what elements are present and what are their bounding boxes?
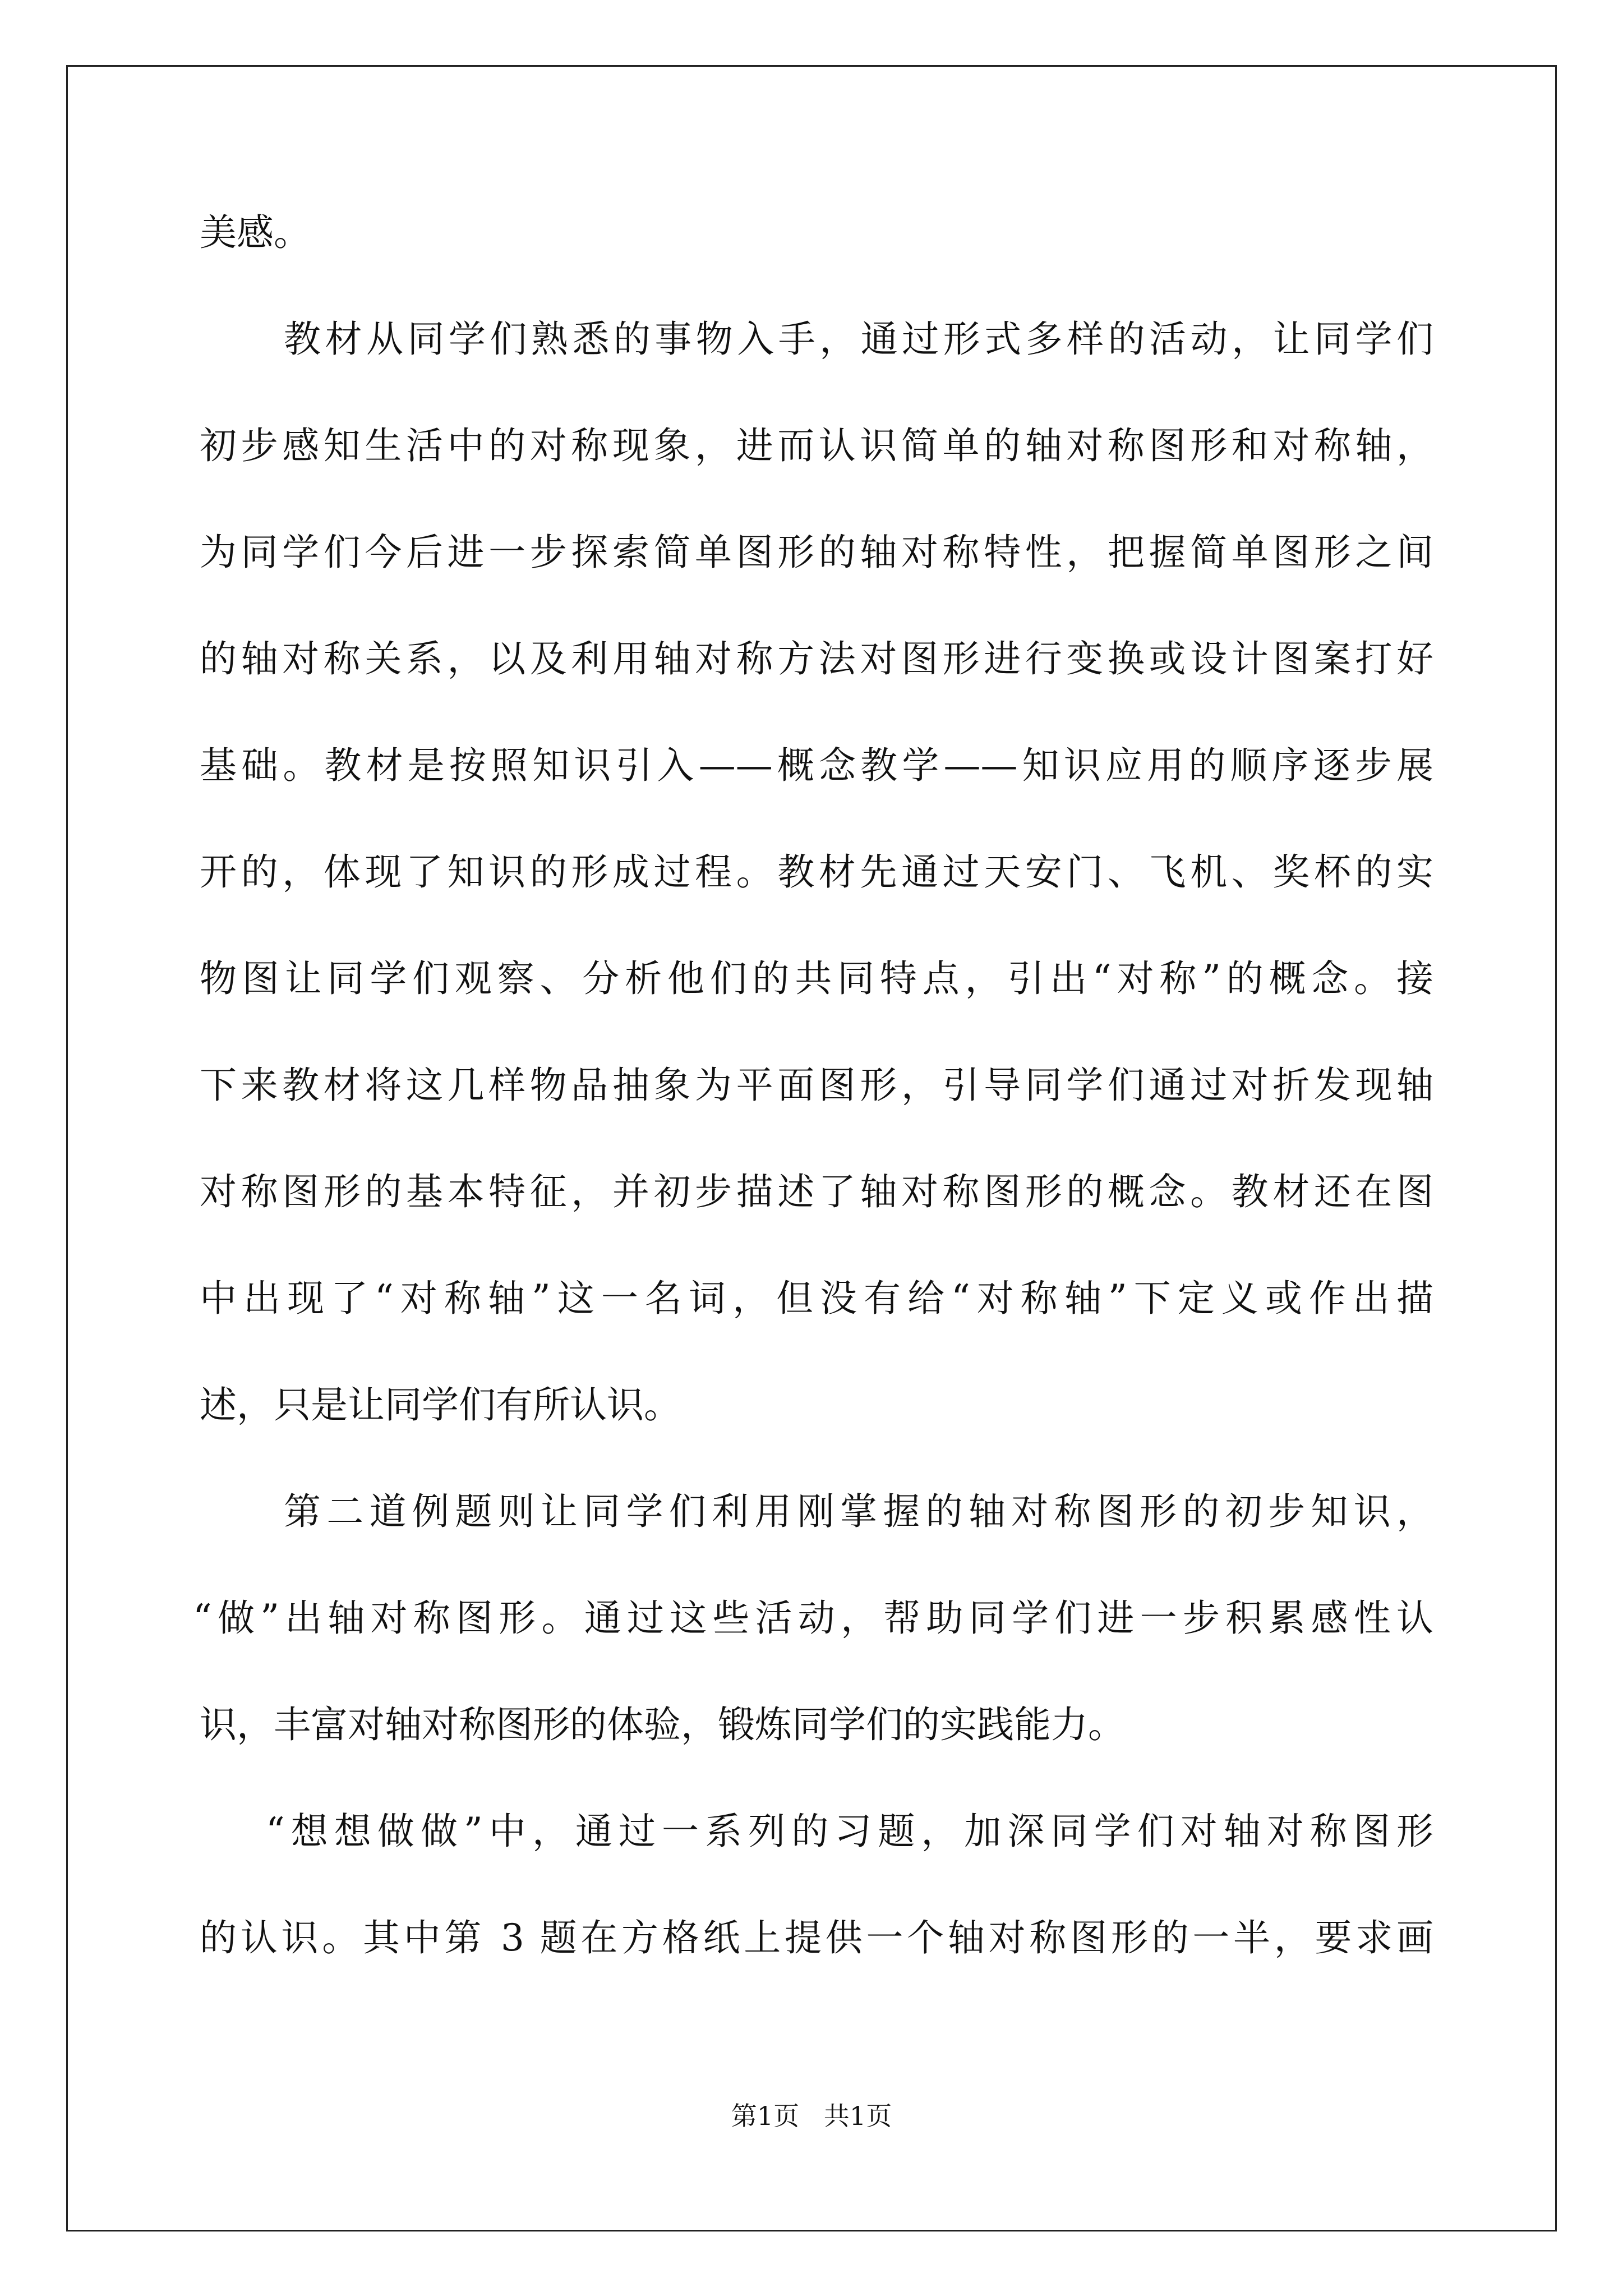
text-line: 初步感知生活中的对称现象，进而认识简单的轴对称图形和对称轴， [200,424,1433,467]
text-line: 为同学们今后进一步探索简单图形的轴对称特性，把握简单图形之间 [200,531,1433,574]
text-line: 基础。教材是按照知识引入——概念教学——知识应用的顺序逐步展 [200,744,1433,787]
text-line: 下来教材将这几样物品抽象为平面图形，引导同学们通过对折发现轴 [200,1064,1433,1107]
text-line: 物图让同学们观察、分析他们的共同特点，引出“对称”的概念。接 [200,957,1433,1000]
text-line: 美感。 [200,211,311,254]
text-line: 开的，体现了知识的形成过程。教材先通过天安门、飞机、奖杯的实 [200,850,1433,894]
text-line: 中出现了“对称轴”这一名词，但没有给“对称轴”下定义或作出描 [200,1277,1433,1320]
text-line: 识，丰富对轴对称图形的体验，锻炼同学们的实践能力。 [200,1703,1125,1746]
text-line: 对称图形的基本特征，并初步描述了轴对称图形的概念。教材还在图 [200,1170,1433,1213]
text-line: 的轴对称关系，以及利用轴对称方法对图形进行变换或设计图案打好 [200,637,1433,680]
page-border [66,65,1557,2231]
text-line: 的认识。其中第 3 题在方格纸上提供一个轴对称图形的一半，要求画 [200,1916,1433,1959]
text-line: “做”出轴对称图形。通过这些活动，帮助同学们进一步积累感性认 [193,1596,1433,1640]
paragraph-first-line: 第二道例题则让同学们利用刚掌握的轴对称图形的初步知识， [284,1490,1433,1533]
paragraph-first-line: 教材从同学们熟悉的事物入手，通过形式多样的活动，让同学们 [284,318,1433,361]
text-line: 述，只是让同学们有所认识。 [200,1383,681,1427]
page-number-footer: 第1页 共1页 [731,2101,892,2131]
paragraph-first-line: “想想做做”中，通过一系列的习题，加深同学们对轴对称图形 [266,1810,1433,1853]
